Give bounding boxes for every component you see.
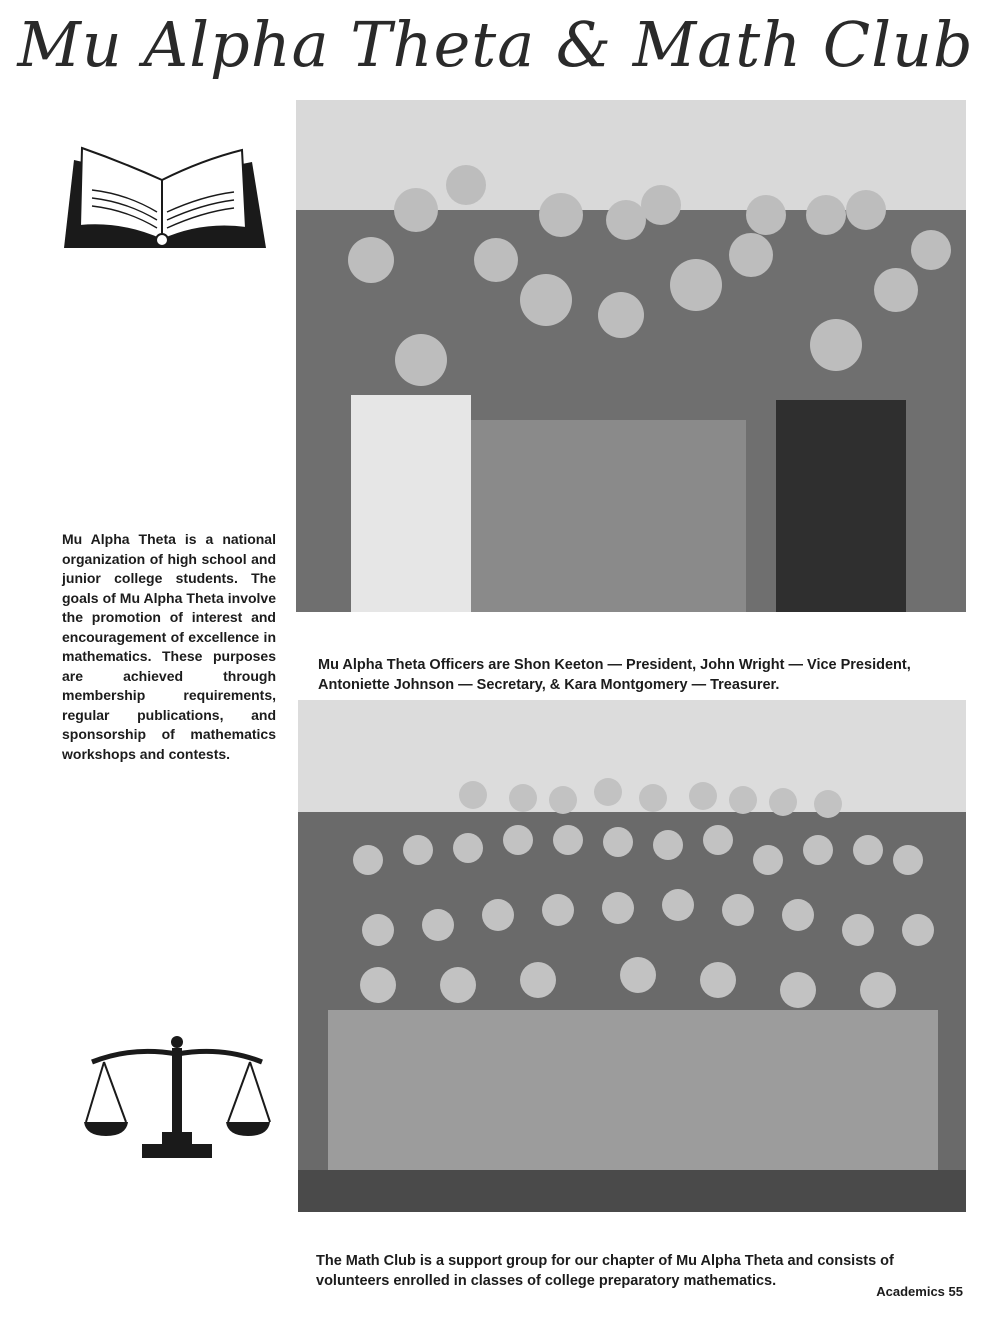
math-club-caption: The Math Club is a support group for our chapter of Mu Alpha Theta and consists of volunteers enrolled in classes of college preparatory mathematics. xyxy=(316,1252,894,1289)
officers-caption: Mu Alpha Theta Officers are Shon Keeton — President, John Wright — Vice President, Antoniette Johnson — Secretary, & Kara Montgomery — Treasurer. xyxy=(318,656,911,693)
page-title: Mu Alpha Theta & Math Club xyxy=(17,8,974,81)
math-club-photo xyxy=(298,700,966,1212)
open-book-icon xyxy=(62,140,267,255)
intro-paragraph: Mu Alpha Theta is a national organization of high school and junior college students. The goals of Mu Alpha Theta involve the promotion of interest and encouragement of excellence in mathematics. These purposes are achieved through membership requirements, regular publications, and sponsorship of mathematics workshops and contests. xyxy=(62,531,276,762)
balance-scales-icon xyxy=(82,1032,272,1162)
page-number: Academics 55 xyxy=(876,1284,963,1299)
officers-photo xyxy=(296,100,966,612)
